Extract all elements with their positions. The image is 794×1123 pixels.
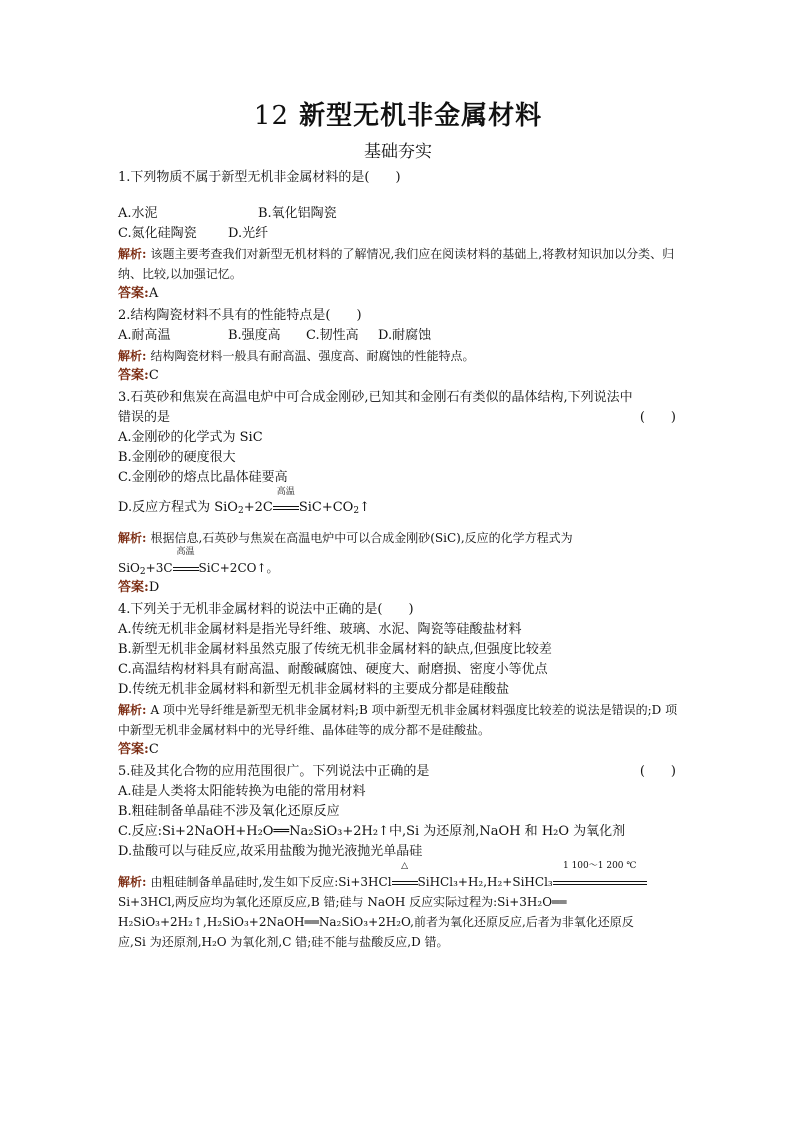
q3-eq-condition: 高温: [176, 547, 195, 557]
q4-option-d: D.传统无机非金属材料和新型无机非金属材料的主要成分都是硅酸盐: [118, 682, 510, 697]
q4-answer: [118, 740, 678, 760]
q3-d-mid: +2C: [243, 500, 273, 515]
q3-explanation: [118, 528, 678, 548]
reaction-condition-mark: [273, 487, 299, 518]
q5-explanation-line2: Si+3HCl,两反应均为氧化还原反应,B 错;硅与 NaOH 反应实际过程为:Si+3H₂O══: [118, 895, 567, 909]
q2-answer-value: C: [148, 368, 159, 383]
q5-option-c: C.反应:Si+2NaOH+H₂O══Na₂SiO₃+2H₂↑中,Si 为还原剂,NaOH 和 H₂O 为氧化剂: [118, 824, 626, 839]
q3-explain-text: 根据信息,石英砂与焦炭在高温电炉中可以合成金刚砂(SiC),反应的化学方程式为: [150, 531, 573, 545]
q4-option-b: B.新型无机非金属材料虽然克服了传统无机非金属材料的缺点,但强度比较差: [118, 642, 552, 657]
q5-explanation-line3: H₂SiO₃+2H₂↑,H₂SiO₃+2NaOH══Na₂SiO₃+2H₂O,前者为氧化还原反应,后者为非氧化还原反: [118, 915, 634, 929]
q1-answer: [118, 284, 678, 304]
q2-answer: [118, 366, 678, 386]
q3-eq-post: SiC+2CO↑。: [198, 561, 279, 575]
answer-label: 答案:: [118, 742, 149, 757]
q3-option-a: A.金刚砂的化学式为 SiC: [118, 430, 263, 445]
q2-option-b: B.强度高: [228, 328, 281, 343]
q1-options-row2: [118, 224, 678, 244]
page-title: [118, 96, 678, 136]
q4-explanation: [118, 700, 678, 740]
q3-stem-line1: 3.石英砂和焦炭在高温电炉中可合成金刚砂,已知其和金刚石有类似的晶体结构,下列说法中: [118, 390, 633, 405]
q1-option-c: C.氮化硅陶瓷: [118, 226, 197, 241]
q1-option-a: A.水泥: [118, 206, 158, 221]
q2-explanation: [118, 346, 678, 366]
q5-exp1-condition2: 1 100～1 200 ℃: [562, 861, 637, 871]
reaction-condition-mark: [173, 547, 199, 578]
q1-stem: 1.下列物质不属于新型无机非金属材料的是( ): [118, 170, 401, 185]
document-page: [118, 96, 678, 952]
q3-eq-pre: SiO: [118, 561, 140, 575]
q3-equation: SiO$_2$+3C 高温 SiC+2CO↑。: [118, 547, 279, 577]
q2-explain-text: 结构陶瓷材料一般具有耐高温、强度高、耐腐蚀的性能特点。: [150, 349, 475, 363]
q1-answer-value: A: [148, 286, 159, 301]
answer-label: 答案:: [118, 580, 149, 595]
q1-options-row1: [118, 204, 678, 224]
q2-options: [118, 326, 678, 346]
title-text: 新型无机非金属材料: [299, 101, 543, 131]
q3-d-end: ↑: [359, 500, 370, 515]
q3-eq-mid: +3C: [145, 561, 173, 575]
section-heading: 基础夯实: [364, 142, 432, 162]
title-number: 12: [253, 101, 289, 131]
q3-d-pre: D.反应方程式为 SiO: [118, 500, 238, 515]
q4-option-a: A.传统无机非金属材料是指光导纤维、玻璃、水泥、陶瓷等硅酸盐材料: [118, 622, 522, 637]
q3-option-c: C.金刚砂的熔点比晶体硅要高: [118, 470, 288, 485]
q5-answer-blank: ( ): [639, 764, 676, 779]
q5-explanation-line1: [118, 861, 678, 892]
q3-stem-line2: [118, 408, 678, 428]
q3-answer-value: D: [148, 580, 160, 595]
explain-label: 解析:: [118, 531, 147, 545]
q3-d-post: SiC+CO: [298, 500, 354, 515]
answer-label: 答案:: [118, 286, 149, 301]
q5-explanation-line4: 应,Si 为还原剂,H₂O 为氧化剂,C 错;硅不能与盐酸反应,D 错。: [118, 935, 449, 949]
q3-option-d: D.反应方程式为 SiO$_2$+2C 高温 $SiC+CO_2↑$: [118, 487, 370, 516]
q2-option-d: D.耐腐蚀: [378, 328, 432, 343]
reaction-condition-mark: [553, 861, 647, 892]
q4-explain-text: A 项中光导纤维是新型无机非金属材料;B 项中新型无机非金属材料强度比较差的说法是错误的;D 项中新型无机非金属材料中的光导纤维、晶体硅等的成分都不是硅酸盐。: [118, 703, 678, 737]
q5-option-a: A.硅是人类将太阳能转换为电能的常用材料: [118, 784, 366, 799]
q4-answer-value: C: [148, 742, 159, 757]
q5-exp1-mid: SiHCl₃+H₂,H₂+SiHCl₃: [417, 875, 553, 889]
q1-explain-text: 该题主要考查我们对新型无机材料的了解情况,我们应在阅读材料的基础上,将教材知识加以分类、归纳、比较,以加强记忆。: [118, 247, 675, 281]
q3-stem-text: 错误的是: [118, 410, 171, 425]
q5-option-d: D.盐酸可以与硅反应,故采用盐酸为抛光液抛光单晶硅: [118, 844, 423, 859]
q5-option-b: B.粗硅制备单晶硅不涉及氧化还原反应: [118, 804, 340, 819]
explain-label: 解析:: [118, 875, 147, 889]
q1-explanation: [118, 244, 678, 284]
q4-option-c: C.高温结构材料具有耐高温、耐酸碱腐蚀、硬度大、耐磨损、密度小等优点: [118, 662, 548, 677]
q3-answer-blank: ( ): [639, 410, 676, 425]
reaction-condition-mark: [392, 861, 418, 892]
q5-stem-text: 5.硅及其化合物的应用范围很广。下列说法中正确的是: [118, 764, 430, 779]
q2-stem: 2.结构陶瓷材料不具有的性能特点是( ): [118, 308, 362, 323]
explain-label: 解析:: [118, 349, 147, 363]
q3-answer: [118, 578, 678, 598]
q5-exp1-pre: 由粗硅制备单晶硅时,发生如下反应:Si+3HCl: [150, 875, 392, 889]
answer-label: 答案:: [118, 368, 149, 383]
q3-option-b: B.金刚砂的硬度很大: [118, 450, 236, 465]
q4-stem: 4.下列关于无机非金属材料的说法中正确的是( ): [118, 602, 414, 617]
q5-exp1-condition1: △: [401, 861, 408, 871]
q1-option-b: B.氧化铝陶瓷: [258, 206, 337, 221]
explain-label: 解析:: [118, 703, 147, 717]
q3-d-condition: 高温: [276, 487, 295, 497]
q1-option-d: D.光纤: [228, 226, 269, 241]
q2-option-c: C.韧性高: [306, 328, 359, 343]
q2-option-a: A.耐高温: [118, 328, 171, 343]
explain-label: 解析:: [118, 247, 147, 261]
q5-stem: [118, 762, 678, 782]
